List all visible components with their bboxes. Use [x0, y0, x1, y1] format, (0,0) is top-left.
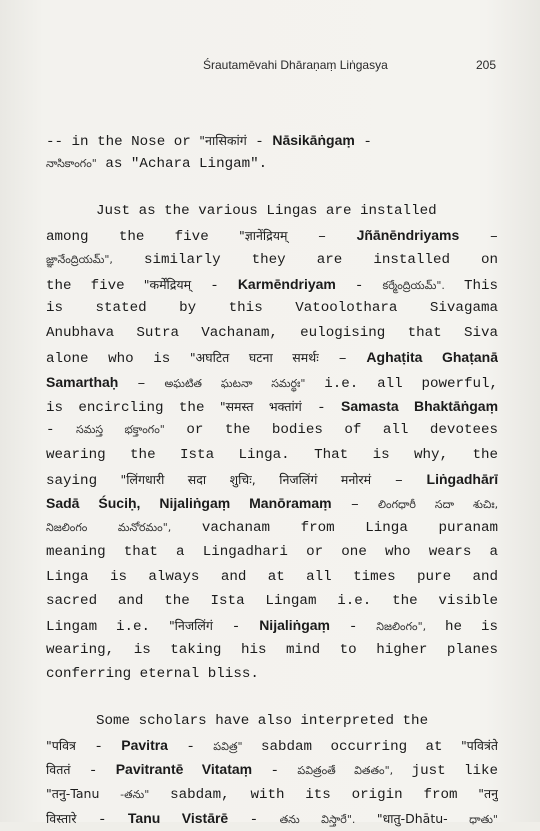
- text-line: wearing the Ista Linga. That is why, the: [46, 446, 498, 463]
- text-line: Linga is always and at all times pure and: [46, 568, 498, 585]
- text-line: Lingam i.e. "निजलिंगं - Nijaliṅgaṃ - నిజలింగం", he is: [46, 617, 498, 636]
- text-line: is stated by this Vatoolothara Sivagama: [46, 300, 498, 317]
- text-line: among the five "ज्ञानेंद्रियम् – Jñānēndriyams –: [46, 227, 498, 246]
- paragraph-gap: [46, 177, 498, 199]
- text-line: నిజలింగం మనోరమం", vachanam from Linga puranam: [46, 519, 498, 536]
- text-line: "तनु-Tanu -తను" sabdam, with its origin from "तनु: [46, 785, 498, 803]
- text-line: - సమస్త భక్తాంగం" or the bodies of all devotees: [46, 422, 498, 439]
- text-line: sacred and the Ista Lingam i.e. the visible: [46, 593, 498, 610]
- text-line: -- in the Nose or "नासिकांगं - Nāsikāṅgaṃ -: [46, 132, 372, 150]
- text-line: జ్ఞానేంద్రియమ్", similarly they are installed on: [46, 251, 498, 268]
- text-line: "पवित्र - Pavitra - పవిత్ర" sabdam occurring at "पवित्रंते: [46, 736, 498, 755]
- text-line: Some scholars have also interpreted the: [96, 712, 429, 729]
- page-number: 205: [476, 58, 497, 72]
- text-line: Just as the various Lingas are installed: [96, 202, 437, 219]
- text-line: the five "कर्मेंद्रियम् - Karmēndriyam - కర్మేంద్రియమ్". This: [46, 275, 498, 294]
- text-line: विस्तारे - Tanu Vistārē - తను విస్తారే". "धातु-Dhātu- ధాతు": [46, 810, 498, 829]
- text-line: నాసికాంగం" as "Achara Lingam".: [46, 156, 268, 173]
- text-line: विततं - Pavitrantē Vitataṃ - పవిత్రంతే వితతం", just like: [46, 761, 498, 780]
- running-title: Śrautamēvahi Dhāraṇaṃ Liṅgasya: [203, 58, 388, 72]
- text-line: conferring eternal bliss.: [46, 666, 259, 683]
- text-line: wearing, is taking his mind to higher planes: [46, 641, 498, 658]
- body-text: [46, 128, 498, 831]
- page-header: [0, 58, 540, 78]
- text-line: Samarthaḥ – అఘటిత ఘటనా సమర్థః" i.e. all powerful,: [46, 373, 498, 392]
- text-line: alone who is "अघटित घटना समर्थः – Aghaṭita Ghaṭanā: [46, 349, 498, 368]
- text-line: is encircling the "समस्त भक्तांगं - Samasta Bhaktāṅgaṃ: [46, 397, 498, 416]
- text-line: Anubhava Sutra Vachanam, eulogising that Siva: [46, 324, 498, 341]
- text-line: Sadā Śuciḥ, Nijaliṅgaṃ Manōramaṃ – లింగధారీ సదా శుచిః,: [46, 495, 498, 514]
- paragraph-gap: [46, 687, 498, 709]
- text-line: saying "लिंगधारी सदा शुचिः, निजलिंगं मनोरमं – Liṅgadhārī: [46, 471, 498, 490]
- text-line: meaning that a Lingadhari or one who wears a: [46, 544, 498, 561]
